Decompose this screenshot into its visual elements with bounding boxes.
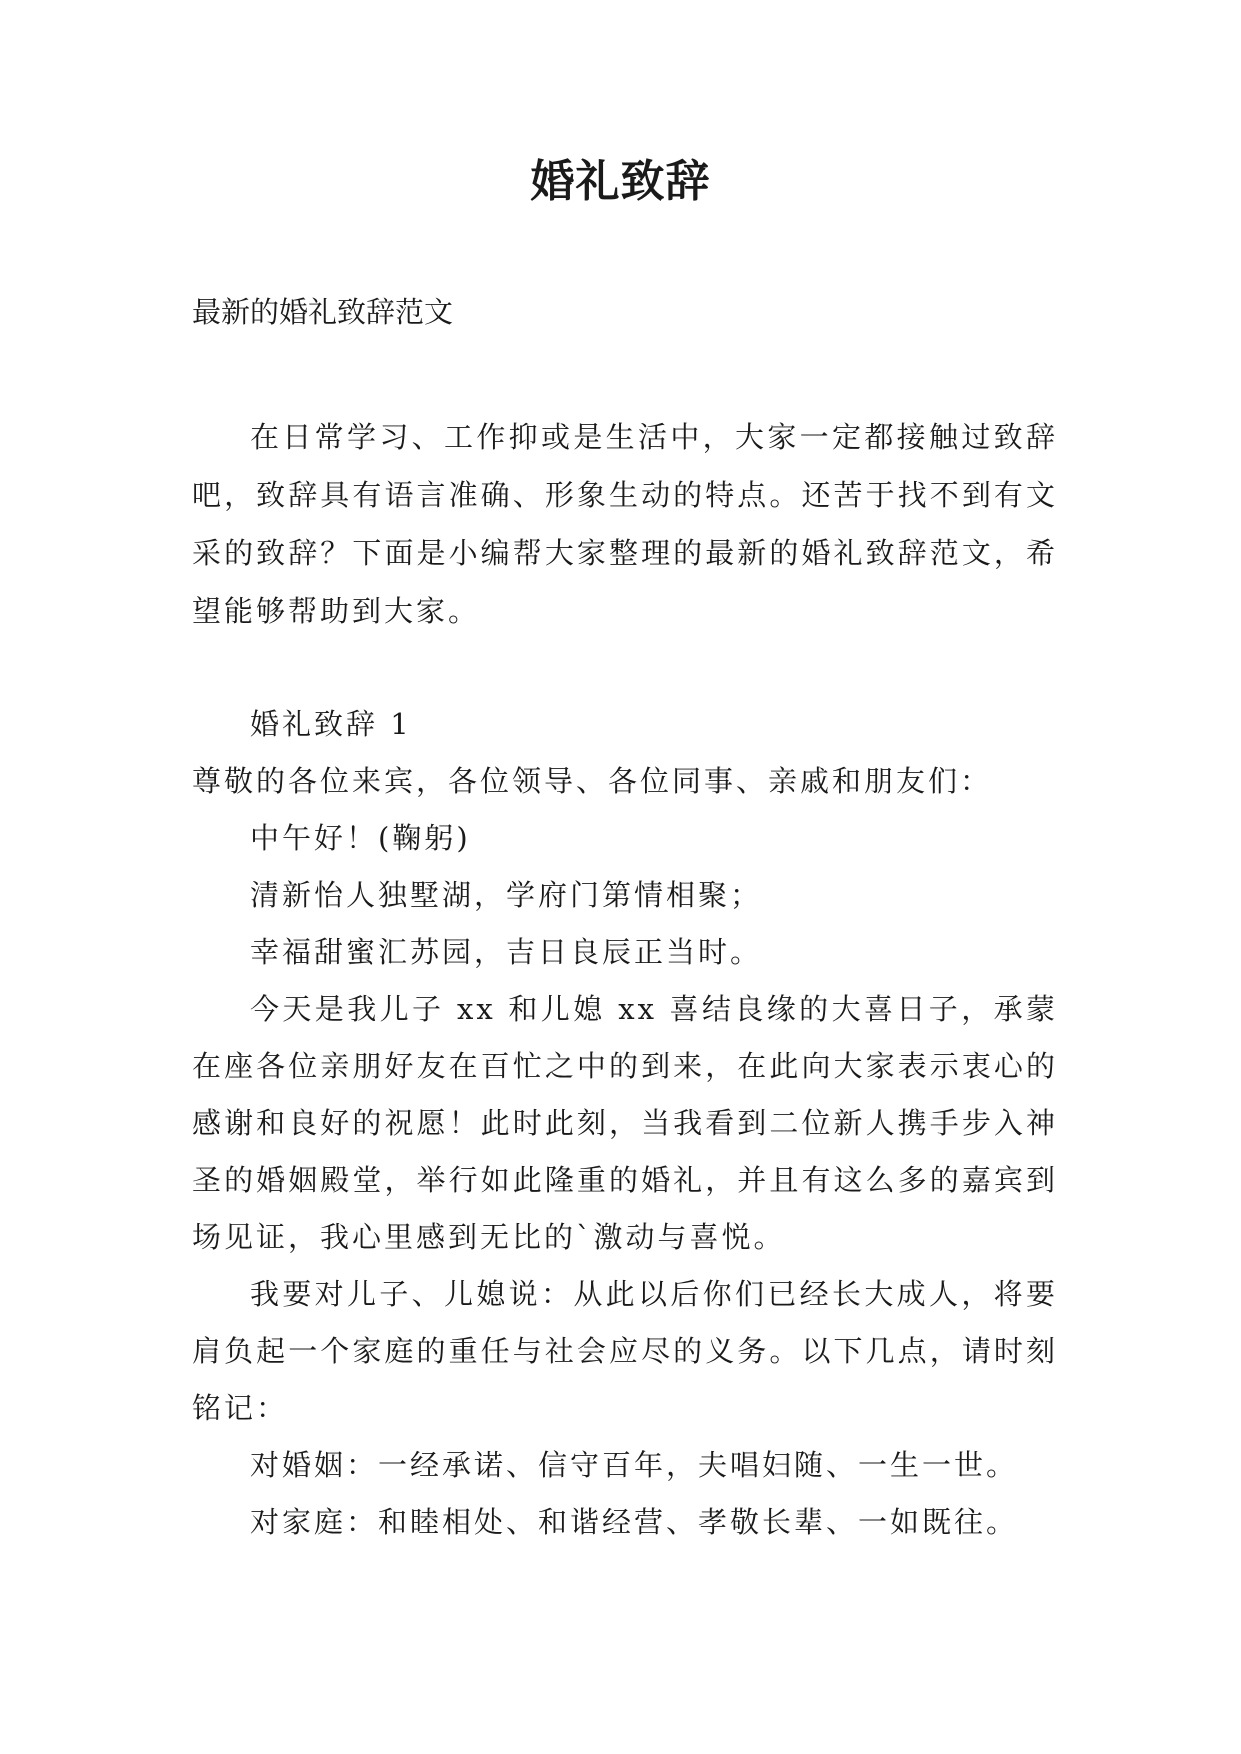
body-paragraph-2: 我要对儿子、儿媳说：从此以后你们已经长大成人，将要肩负起一个家庭的重任与社会应尽的义务。以下几点，请时刻铭记： [192,1277,1058,1425]
intro-section [192,408,1058,640]
verse-line-1: 清新怡人独墅湖，学府门第情相聚； [250,878,763,912]
speech-section [192,696,1058,1551]
section-heading: 婚礼致辞 1 [250,707,412,741]
marriage-maxim: 对婚姻：一经承诺、信守百年，夫唱妇随、一生一世。 [250,1448,1019,1482]
salutation-paragraph: 尊敬的各位来宾，各位领导、各位同事、亲戚和朋友们： [192,764,993,798]
document-subtitle: 最新的婚礼致辞范文 [192,295,454,329]
family-maxim: 对家庭：和睦相处、和谐经营、孝敬长辈、一如既往。 [250,1505,1019,1539]
body-paragraph-1: 今天是我儿子 xx 和儿媳 xx 喜结良缘的大喜日子，承蒙在座各位亲朋好友在百忙之中的到来，在此向大家表示衷心的感谢和良好的祝愿！此时此刻，当我看到二位新人携手步入神圣的婚姻殿堂，举行如此隆重的婚礼，并且有这么多的嘉宾到场见证，我心里感到无比的`激动与喜悦。 [192,992,1058,1254]
intro-paragraph: 在日常学习、工作抑或是生活中，大家一定都接触过致辞吧，致辞具有语言准确、形象生动的特点。还苦于找不到有文采的致辞？下面是小编帮大家整理的最新的婚礼致辞范文，希望能够帮助到大家。 [192,420,1058,628]
document-title: 婚礼致辞 [530,156,711,207]
greeting-paragraph: 中午好！(鞠躬) [250,821,471,855]
verse-line-2: 幸福甜蜜汇苏园，吉日良辰正当时。 [250,935,763,969]
